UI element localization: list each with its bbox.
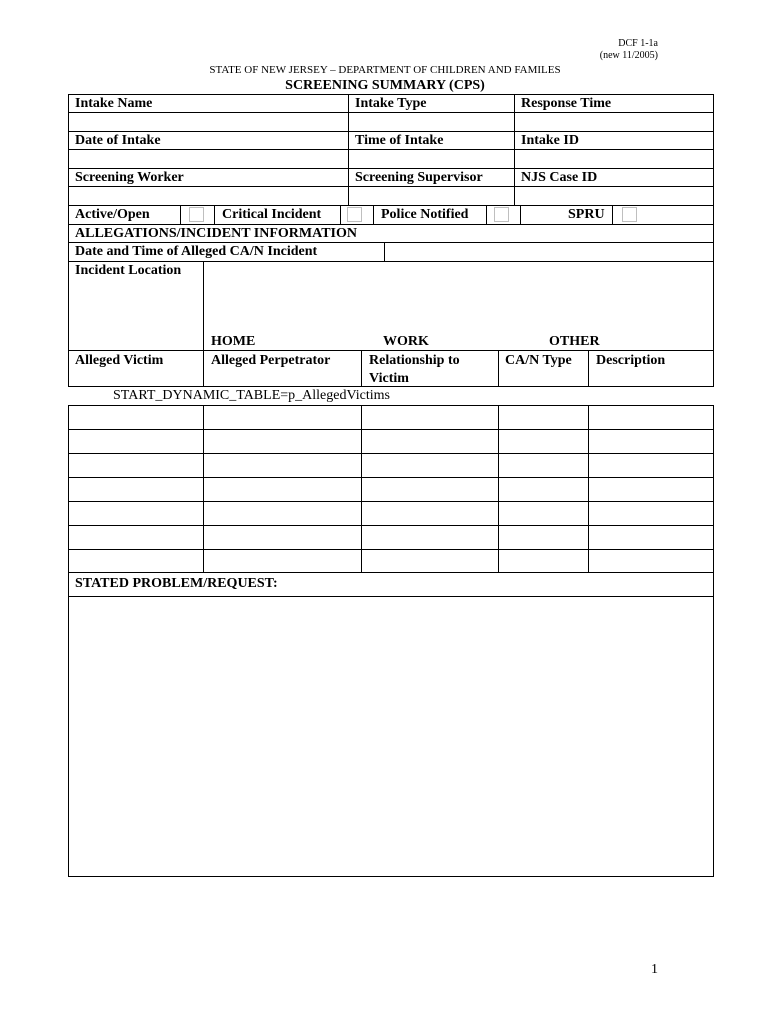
screening-supervisor-field[interactable] — [349, 187, 513, 204]
stated-problem-title: STATED PROBLEM/REQUEST: — [75, 576, 278, 591]
active-open-checkbox[interactable] — [189, 207, 204, 222]
table-row[interactable] — [68, 549, 714, 573]
alleged-perpetrator-header: Alleged Perpetrator — [211, 353, 331, 368]
can-type-header: CA/N Type — [505, 353, 572, 368]
police-notified-checkbox[interactable] — [494, 207, 509, 222]
table-row[interactable] — [68, 525, 714, 549]
active-open-label: Active/Open — [75, 207, 150, 222]
agency-line: STATE OF NEW JERSEY – DEPARTMENT OF CHILDREN AND FAMILES — [209, 64, 561, 76]
intake-name-field[interactable] — [69, 113, 347, 130]
table-row[interactable] — [68, 405, 714, 429]
screening-worker-label: Screening Worker — [75, 170, 184, 185]
response-time-field[interactable] — [515, 113, 713, 130]
date-time-incident-label: Date and Time of Alleged CA/N Incident — [75, 244, 318, 259]
page-title: SCREENING SUMMARY (CPS) — [285, 78, 485, 93]
njs-case-id-field[interactable] — [515, 187, 713, 204]
intake-type-field[interactable] — [349, 113, 513, 130]
intake-name-label: Intake Name — [75, 96, 153, 111]
relationship-header-line2: Victim — [369, 371, 409, 386]
relationship-header-line1: Relationship to — [369, 353, 460, 368]
time-of-intake-field[interactable] — [349, 150, 513, 167]
intake-id-field[interactable] — [515, 150, 713, 167]
form-code: DCF 1-1a — [618, 38, 658, 49]
intake-id-label: Intake ID — [521, 133, 579, 148]
location-work-option[interactable]: WORK — [383, 334, 429, 349]
alleged-victim-header: Alleged Victim — [75, 353, 164, 368]
incident-location-label: Incident Location — [75, 263, 182, 278]
date-of-intake-field[interactable] — [69, 150, 347, 167]
date-time-incident-field[interactable] — [385, 243, 713, 260]
date-of-intake-label: Date of Intake — [75, 133, 161, 148]
location-home-option[interactable]: HOME — [211, 334, 256, 349]
critical-incident-checkbox[interactable] — [347, 207, 362, 222]
dynamic-table-marker: START_DYNAMIC_TABLE=p_AllegedVictims — [113, 388, 390, 403]
police-notified-label: Police Notified — [381, 207, 469, 222]
location-other-option[interactable]: OTHER — [549, 334, 600, 349]
description-header: Description — [596, 353, 666, 368]
time-of-intake-label: Time of Intake — [355, 133, 444, 148]
table-row[interactable] — [68, 501, 714, 525]
screening-supervisor-label: Screening Supervisor — [355, 170, 483, 185]
table-row[interactable] — [68, 429, 714, 453]
intake-type-label: Intake Type — [355, 96, 427, 111]
table-row[interactable] — [68, 453, 714, 477]
screening-worker-field[interactable] — [69, 187, 347, 204]
njs-case-id-label: NJS Case ID — [521, 170, 598, 185]
allegations-section-title: ALLEGATIONS/INCIDENT INFORMATION — [75, 226, 357, 241]
critical-incident-label: Critical Incident — [222, 207, 322, 222]
response-time-label: Response Time — [521, 96, 612, 111]
incident-location-field[interactable] — [204, 262, 713, 332]
form-revision: (new 11/2005) — [599, 50, 658, 61]
spru-label: SPRU — [568, 207, 605, 222]
spru-checkbox[interactable] — [622, 207, 637, 222]
stated-problem-field[interactable] — [69, 597, 713, 876]
table-row[interactable] — [68, 477, 714, 501]
page-number: 1 — [651, 962, 658, 977]
